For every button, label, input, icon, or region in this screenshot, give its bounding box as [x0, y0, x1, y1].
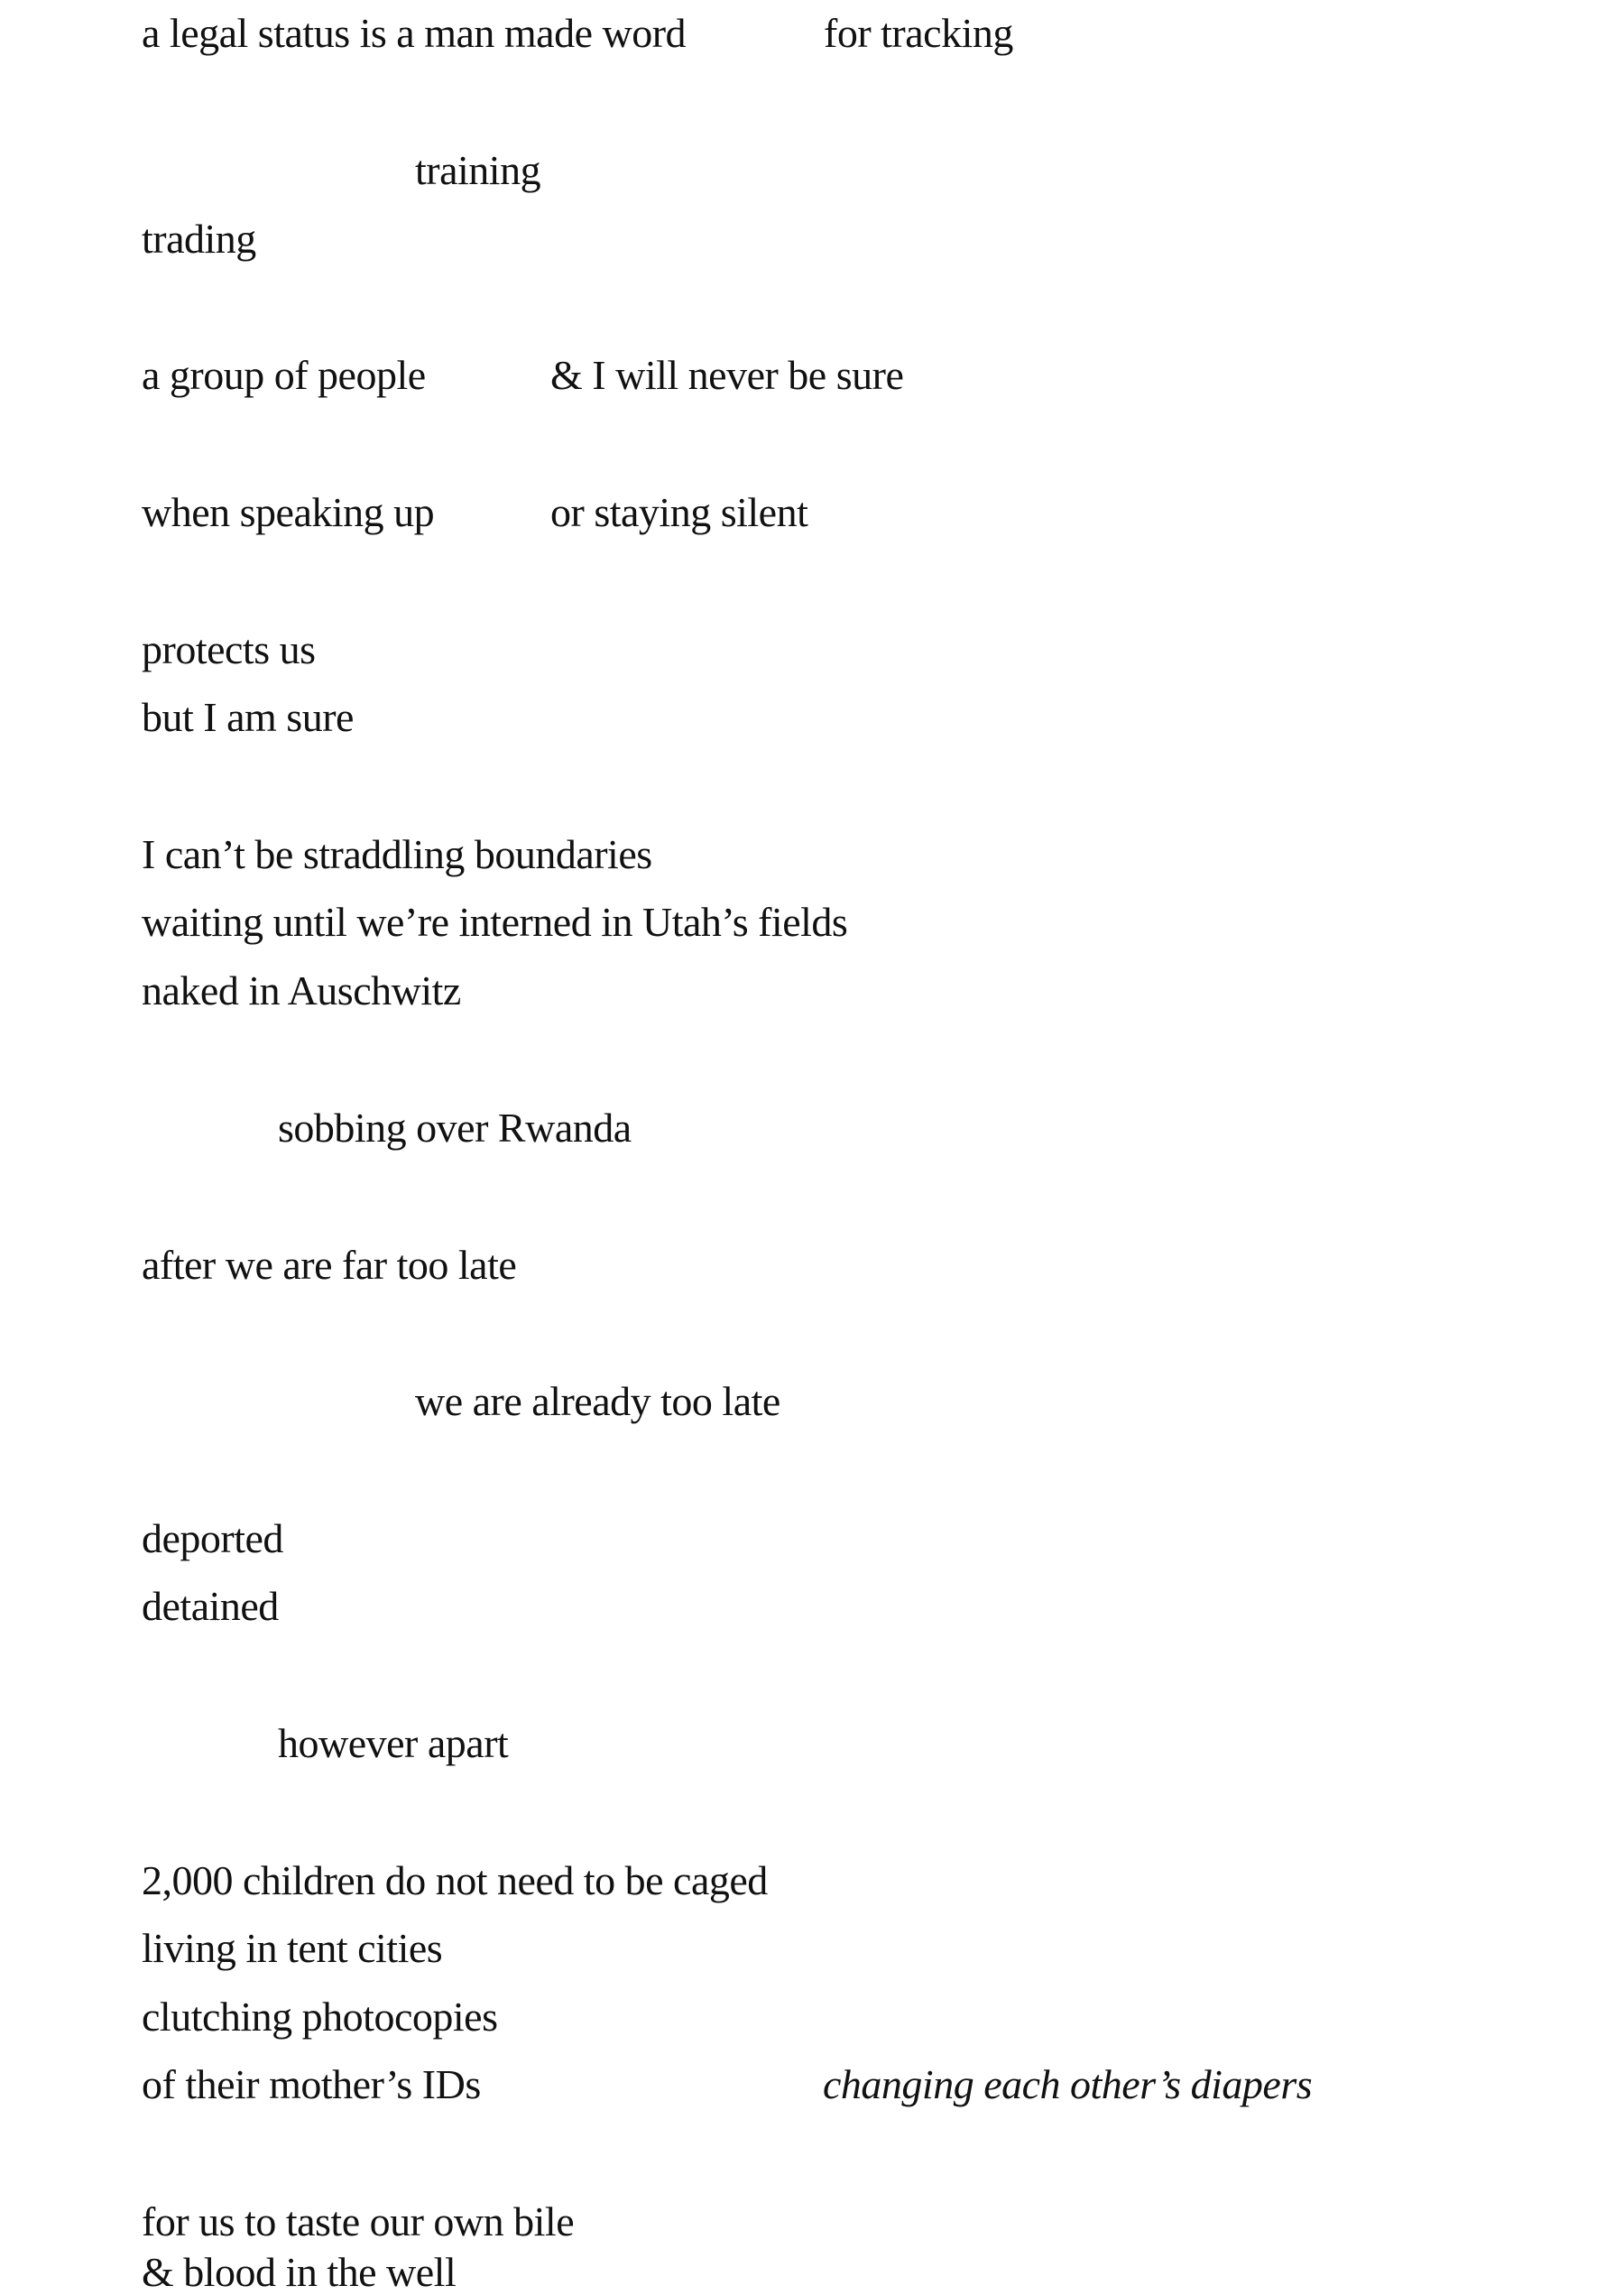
- poem-line: deported: [142, 1515, 283, 1561]
- poem-line: of their mother’s IDs: [142, 2061, 481, 2107]
- poem-line: & I will never be sure: [550, 352, 904, 398]
- poem-line: waiting until we’re interned in Utah’s fields: [142, 899, 848, 945]
- poem-line: detained: [142, 1583, 279, 1629]
- poem-line: a group of people: [142, 352, 426, 398]
- poem-line: I can’t be straddling boundaries: [142, 831, 652, 877]
- poem-line: however apart: [278, 1720, 509, 1766]
- poem-line: living in tent cities: [142, 1925, 443, 1971]
- poem-line: we are already too late: [415, 1378, 780, 1424]
- poem-line: a legal status is a man made word: [142, 10, 687, 56]
- poem-line: when speaking up: [142, 489, 435, 535]
- poem-line: for us to taste our own bile: [142, 2198, 575, 2244]
- poem-line: trading: [142, 216, 256, 262]
- poem-line: naked in Auschwitz: [142, 967, 461, 1013]
- poem-line: sobbing over Rwanda: [278, 1105, 632, 1151]
- poem-line: for tracking: [824, 10, 1013, 56]
- poem-line-italic: changing each other’s diapers: [823, 2061, 1313, 2107]
- poem-line: 2,000 children do not need to be caged: [142, 1857, 768, 1903]
- poem-line: training: [415, 147, 541, 193]
- poem-line: & blood in the well: [142, 2249, 457, 2295]
- poem-line: protects us: [142, 626, 316, 672]
- poem-line: but I am sure: [142, 694, 354, 740]
- poem-line: after we are far too late: [142, 1242, 517, 1288]
- poem-line: or staying silent: [550, 489, 808, 535]
- poem-line: clutching photocopies: [142, 1994, 498, 2040]
